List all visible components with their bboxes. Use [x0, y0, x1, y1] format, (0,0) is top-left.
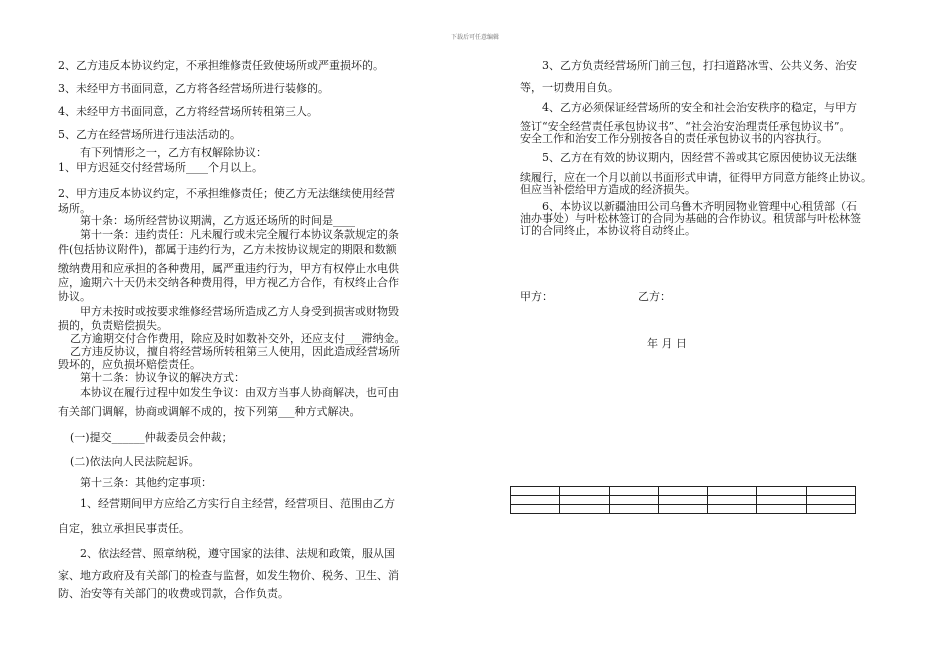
table-cell — [560, 487, 609, 496]
header-note: 下载后可任意编辑 — [450, 34, 499, 41]
right-line: 5、乙方在有效的协议期内，因经营不善或其它原因使协议无法继 — [542, 151, 857, 164]
left-line: 第十一条：违约责任：凡未履行或未完全履行本协议条款规定的条 — [80, 228, 399, 241]
left-line: 第十二条：协议争议的解决方式： — [80, 371, 245, 384]
table-cell — [708, 487, 757, 496]
date-line: 年 月 日 — [647, 337, 687, 350]
left-line: 1、经营期间甲方应给乙方实行自主经营，经营项目、范围由乙方 — [80, 497, 395, 510]
left-line: 甲方未按时或按要求维修经营场所造成乙方人身受到损害或财物毁 — [80, 305, 399, 318]
right-line: 4、乙方必须保证经营场所的安全和社会治安秩序的稳定，与甲方 — [542, 101, 857, 114]
left-line: 毁坏的，应负损坏赔偿责任。 — [58, 358, 201, 371]
right-line: 安全工作和治安工作分别按各自的责任承包协议书的内容执行。 — [520, 132, 828, 145]
left-line: 5、乙方在经营场所进行违法活动的。 — [58, 128, 241, 141]
table-cell — [609, 496, 658, 505]
left-line: 自定，独立承担民事责任。 — [58, 522, 190, 535]
table-cell — [560, 505, 609, 514]
left-line: 2、依法经营、照章纳税，遵守国家的法律、法规和政策，服从国 — [80, 547, 395, 560]
right-line: 3、乙方负责经营场所门前三包，打扫道路冰雪、公共义务、治安 — [542, 59, 857, 72]
left-line: 协议。 — [58, 290, 91, 303]
right-line: 订的合同终止，本协议将自动终止。 — [520, 224, 696, 237]
table-cell — [609, 487, 658, 496]
left-line: (二)依法向人民法院起诉。 — [70, 455, 200, 468]
party-b-signature-label: 乙方： — [638, 290, 671, 303]
left-line: 第十三条：其他约定事项： — [80, 476, 212, 489]
left-line: 损的，负责赔偿损失。 — [58, 319, 168, 332]
blank-table — [510, 486, 856, 514]
left-line: 应，逾期六十天仍未交纳各种费用得，甲方视乙方合作，有权终止合作 — [58, 276, 399, 289]
left-line: 4、未经甲方书面同意，乙方将经营场所转租第三人。 — [58, 105, 318, 118]
table-cell — [658, 487, 707, 496]
table-cell — [658, 505, 707, 514]
left-line: 场所。 — [58, 202, 91, 215]
left-column — [58, 60, 443, 602]
left-line: 本协议在履行过程中如发生争议：由双方当事人协商解决，也可由 — [80, 386, 399, 399]
right-line: 等，一切费用自负。 — [520, 81, 619, 94]
left-line: 3、未经甲方书面同意，乙方将各经营场所进行装修的。 — [58, 82, 329, 95]
table-row — [511, 505, 856, 514]
table-row — [511, 496, 856, 505]
right-line: 续履行，应在一个月以前以书面形式申请，征得甲方同意方能终止协议。 — [520, 171, 872, 184]
left-line: 件(包括协议附件)，都属于违约行为，乙方未按协议规定的期限和数额 — [58, 243, 397, 256]
table-cell — [609, 505, 658, 514]
left-line: 有关部门调解，协商或调解不成的，按下列第___种方式解决。 — [58, 405, 361, 418]
right-line: 签订“安全经营责任承包协议书”、“社会治安治理责任承包协议书”。 — [520, 120, 851, 133]
left-line: 防、治安等有关部门的收费或罚款，合作负责。 — [58, 587, 289, 600]
right-line: 油办事处）与叶松林签订的合同为基础的合作协议。租赁部与叶松林签 — [520, 212, 861, 225]
table-cell — [757, 505, 806, 514]
left-line: 缴纳费用和应承担的各种费用，属严重违约行为，甲方有权停止水电供 — [58, 262, 399, 275]
left-line: 1、甲方迟延交付经营场所____个月以上。 — [58, 161, 263, 174]
table-cell — [806, 505, 855, 514]
table-cell — [757, 487, 806, 496]
left-line: (一)提交______仲裁委员会仲裁； — [70, 431, 233, 444]
table-row — [511, 487, 856, 496]
table-cell — [511, 505, 560, 514]
left-line: 第十条：场所经营协议期满，乙方返还场所的时间是____ — [80, 214, 355, 227]
left-line: 乙方违反协议，擅自将经营场所转租第三人使用，因此造成经营场所 — [70, 345, 400, 358]
left-line: 家、地方政府及有关部门的检查与监督，如发生物价、税务、卫生、消 — [58, 569, 399, 582]
table-cell — [658, 496, 707, 505]
left-line: 2、甲方违反本协议约定，不承担维修责任；使乙方无法继续使用经营 — [58, 187, 395, 200]
right-column — [520, 60, 905, 237]
table-cell — [757, 496, 806, 505]
table-cell — [806, 496, 855, 505]
left-line: 2、乙方违反本协议约定，不承担维修责任致使场所或严重损坏的。 — [58, 59, 384, 72]
table-cell — [806, 487, 855, 496]
right-line: 6、本协议以新疆油田公司乌鲁木齐明园物业管理中心租赁部（石 — [542, 200, 857, 213]
table-cell — [708, 505, 757, 514]
table-cell — [511, 487, 560, 496]
party-a-signature-label: 甲方： — [520, 290, 553, 303]
right-line: 但应当补偿给甲方造成的经济损失。 — [520, 183, 696, 196]
left-line: 乙方逾期交付合作费用，除应及时如数补交外，还应支付___滞纳金。 — [70, 332, 406, 345]
table-cell — [560, 496, 609, 505]
left-line: 有下列情形之一，乙方有权解除协议： — [80, 146, 267, 159]
table-cell — [708, 496, 757, 505]
table-cell — [511, 496, 560, 505]
